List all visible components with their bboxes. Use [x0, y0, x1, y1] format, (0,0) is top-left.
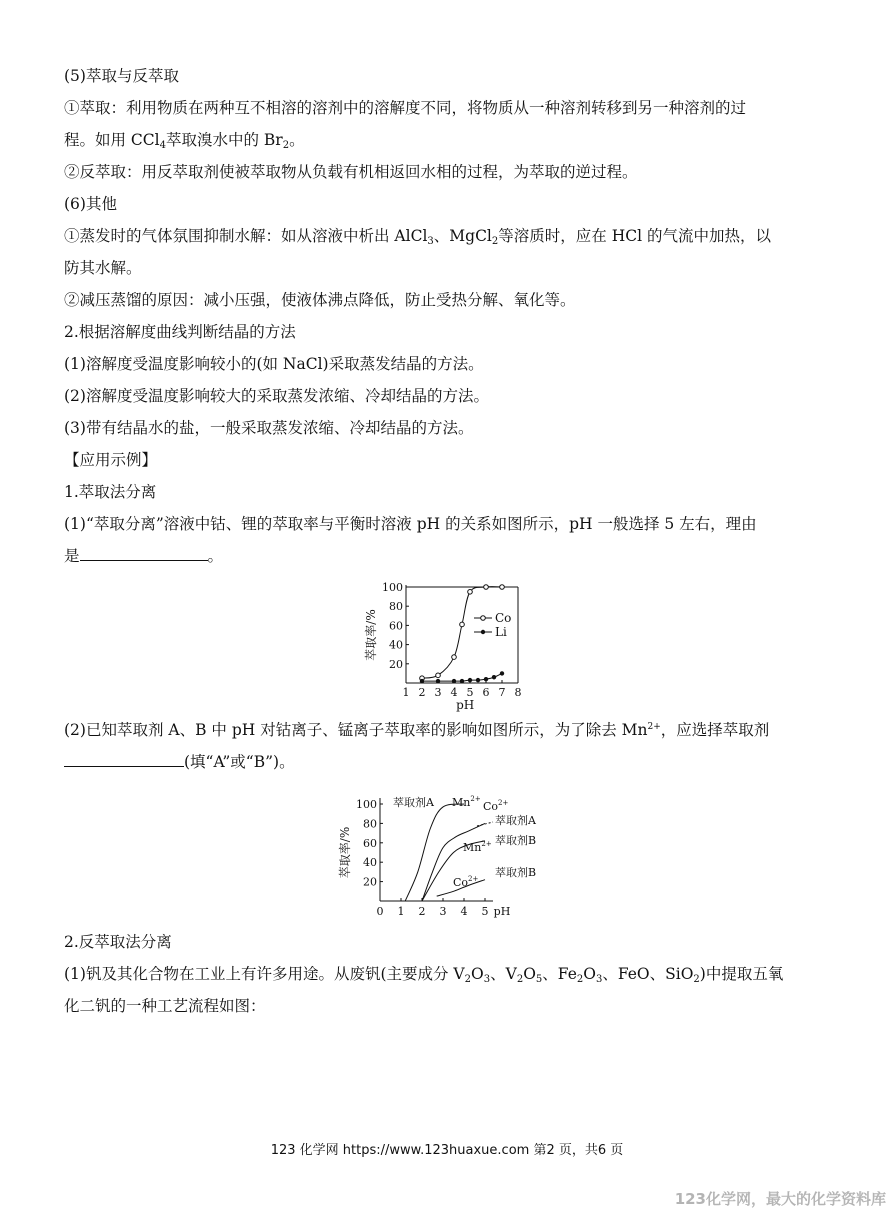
subscript: 3	[595, 974, 603, 985]
co-point	[484, 585, 489, 590]
label-extractant-b-low: 萃取剂B	[495, 866, 537, 879]
y-tick-label: 100	[356, 798, 377, 811]
subscript: 2	[516, 974, 524, 985]
line-vacuum-distill: ②减压蒸馏的原因：减小压强，使液体沸点降低，防止受热分解、氧化等。	[64, 291, 576, 309]
line-question-2-answer	[64, 752, 295, 772]
li-point	[420, 679, 424, 683]
li-point	[492, 675, 496, 679]
text: 萃取溴水中的 Br	[165, 131, 283, 149]
x-tick-label: 4	[450, 686, 458, 699]
y-tick-label: 40	[363, 856, 377, 870]
co-point	[468, 590, 473, 595]
x-tick-label: 5	[481, 905, 489, 918]
li-point	[484, 677, 488, 681]
line-question-2	[64, 720, 769, 740]
x-tick-label: 1	[397, 905, 405, 918]
x-axis-label: pH	[493, 905, 511, 918]
text: 、Fe	[542, 965, 577, 983]
y-axis-label: 萃取率/%	[364, 609, 378, 661]
x-tick-label: 7	[498, 686, 506, 699]
subscript: 2	[282, 140, 290, 151]
y-tick-label: 20	[389, 657, 403, 671]
line-extraction-heading: (5)萃取与反萃取	[64, 67, 179, 85]
co-point	[500, 585, 505, 590]
li-point	[436, 679, 440, 683]
line-other-heading: (6)其他	[64, 195, 117, 213]
subscript: 2	[491, 236, 499, 247]
x-tick-label: 3	[439, 905, 447, 918]
text: (填“A”或“B”)。	[184, 753, 295, 771]
line-extraction-separation: 1.萃取法分离	[64, 483, 157, 501]
y-tick-label: 60	[389, 619, 403, 633]
leader-a	[477, 822, 493, 826]
subscript: 2	[693, 974, 700, 985]
text: 等溶质时，应在 HCl 的气流中加热，以	[498, 227, 771, 245]
text: ①蒸发时的气体氛围抑制水解：如从溶液中析出 AlCl	[64, 227, 428, 245]
li-point	[500, 671, 504, 675]
subscript: 3	[483, 974, 491, 985]
page-footer: 123 化学网 https://www.123huaxue.com 第2 页，共6 页	[270, 1143, 624, 1158]
x-tick-label: 8	[514, 686, 522, 699]
subscript: 2	[464, 974, 472, 985]
chart-extractant-ab	[335, 786, 560, 922]
li-point	[452, 679, 456, 683]
line-crystal-3: (3)带有结晶水的盐，一般采取蒸发浓缩、冷却结晶的方法。	[64, 419, 474, 437]
x-tick-label: 3	[434, 686, 442, 699]
text: 。	[289, 131, 305, 149]
x-tick-label: 2	[418, 905, 426, 918]
answer-blank-2[interactable]	[64, 752, 184, 767]
x-tick-label: 2	[418, 686, 426, 699]
text: ，应选择萃取剂	[660, 721, 770, 739]
text: (1)钒及其化合物在工业上有许多用途。从废钒(主要成分 V	[64, 965, 465, 983]
label-mn-mid: $Mn^{2+}$	[463, 840, 492, 854]
y-tick-label: 80	[389, 600, 403, 614]
li-point	[460, 679, 464, 683]
y-tick-label: 100	[382, 581, 403, 594]
legend-co-marker	[481, 616, 486, 621]
label-mn-top: $Mn^{2+}$	[452, 795, 481, 809]
line-extraction-def: ①萃取：利用物质在两种互不相溶的溶剂中的溶解度不同，将物质从一种溶剂转移到另一种溶剂的过	[64, 99, 747, 117]
line-crystal-1: (1)溶解度受温度影响较小的(如 NaCl)采取蒸发结晶的方法。	[64, 355, 484, 373]
label-extractant-a-right: 萃取剂A	[495, 814, 536, 827]
label-co-top: $Co^{2+}$	[483, 799, 509, 813]
text: O	[523, 965, 536, 983]
label-extractant-a-top: 萃取剂A	[393, 796, 434, 809]
text: )中提取五氧	[699, 965, 784, 983]
li-point	[476, 678, 480, 682]
line-hydrolysis: 防其水解。	[64, 259, 142, 277]
label-extractant-b-mid: 萃取剂B	[495, 834, 537, 847]
line-back-extraction-heading: 2.反萃取法分离	[64, 933, 172, 951]
y-tick-label: 80	[363, 817, 377, 831]
line-question-1: (1)“萃取分离”溶液中钴、锂的萃取率与平衡时溶液 pH 的关系如图所示，pH 一般选择 5 左右，理由	[64, 515, 757, 533]
y-tick-label: 60	[363, 836, 377, 850]
line-vanadium	[64, 964, 783, 984]
legend-li-label: Li	[495, 625, 507, 639]
co-point	[436, 673, 441, 678]
chart-co-li	[360, 578, 530, 712]
li-point	[468, 678, 472, 682]
text: 程。如用 CCl	[64, 131, 160, 149]
curve-a-co	[422, 823, 485, 901]
text: 。	[207, 547, 224, 565]
co-point	[460, 622, 465, 627]
x-tick-label: 6	[482, 686, 490, 699]
line-examples-heading: 【应用示例】	[64, 451, 158, 469]
line-evaporation	[64, 226, 771, 246]
y-tick-label: 20	[363, 875, 377, 889]
co-point	[452, 655, 457, 660]
subscript: 4	[159, 140, 166, 151]
text: 、FeO、SiO	[602, 965, 694, 983]
legend-co-label: Co	[495, 611, 512, 625]
superscript: 2+	[647, 722, 661, 732]
line-vanadium-2: 化二钒的一种工艺流程如图：	[64, 997, 266, 1015]
line-extraction-example	[64, 130, 305, 150]
label-co-low: $Co^{2+}$	[453, 875, 479, 889]
y-axis-label: 萃取率/%	[338, 826, 352, 879]
x-axis-label: pH	[456, 698, 475, 712]
x-tick-label: 4	[460, 905, 468, 918]
watermark: 123化学网，最大的化学资料库	[674, 1190, 886, 1208]
text: (2)已知萃取剂 A、B 中 pH 对钴离子、锰离子萃取率的影响如图所示，为了除去 Mn	[64, 721, 648, 739]
x-tick-label: 5	[466, 686, 474, 699]
subscript: 5	[535, 974, 543, 985]
text: O	[583, 965, 596, 983]
subscript: 2	[576, 974, 584, 985]
line-question-1-answer	[64, 546, 223, 566]
line-back-extraction: ②反萃取：用反萃取剂使被萃取物从负载有机相返回水相的过程，为萃取的逆过程。	[64, 163, 638, 181]
text: 、V	[490, 965, 517, 983]
line-crystal-heading: 2.根据溶解度曲线判断结晶的方法	[64, 323, 296, 341]
answer-blank[interactable]	[80, 546, 208, 561]
subscript: 3	[427, 236, 434, 247]
line-crystal-2: (2)溶解度受温度影响较大的采取蒸发浓缩、冷却结晶的方法。	[64, 387, 489, 405]
text: 是	[64, 547, 80, 565]
x-tick-label: 0	[376, 905, 384, 918]
text: O	[471, 965, 484, 983]
x-tick-label: 1	[402, 686, 410, 699]
y-tick-label: 40	[389, 638, 403, 652]
text: 、MgCl	[433, 227, 492, 245]
legend-li-marker	[481, 630, 485, 634]
